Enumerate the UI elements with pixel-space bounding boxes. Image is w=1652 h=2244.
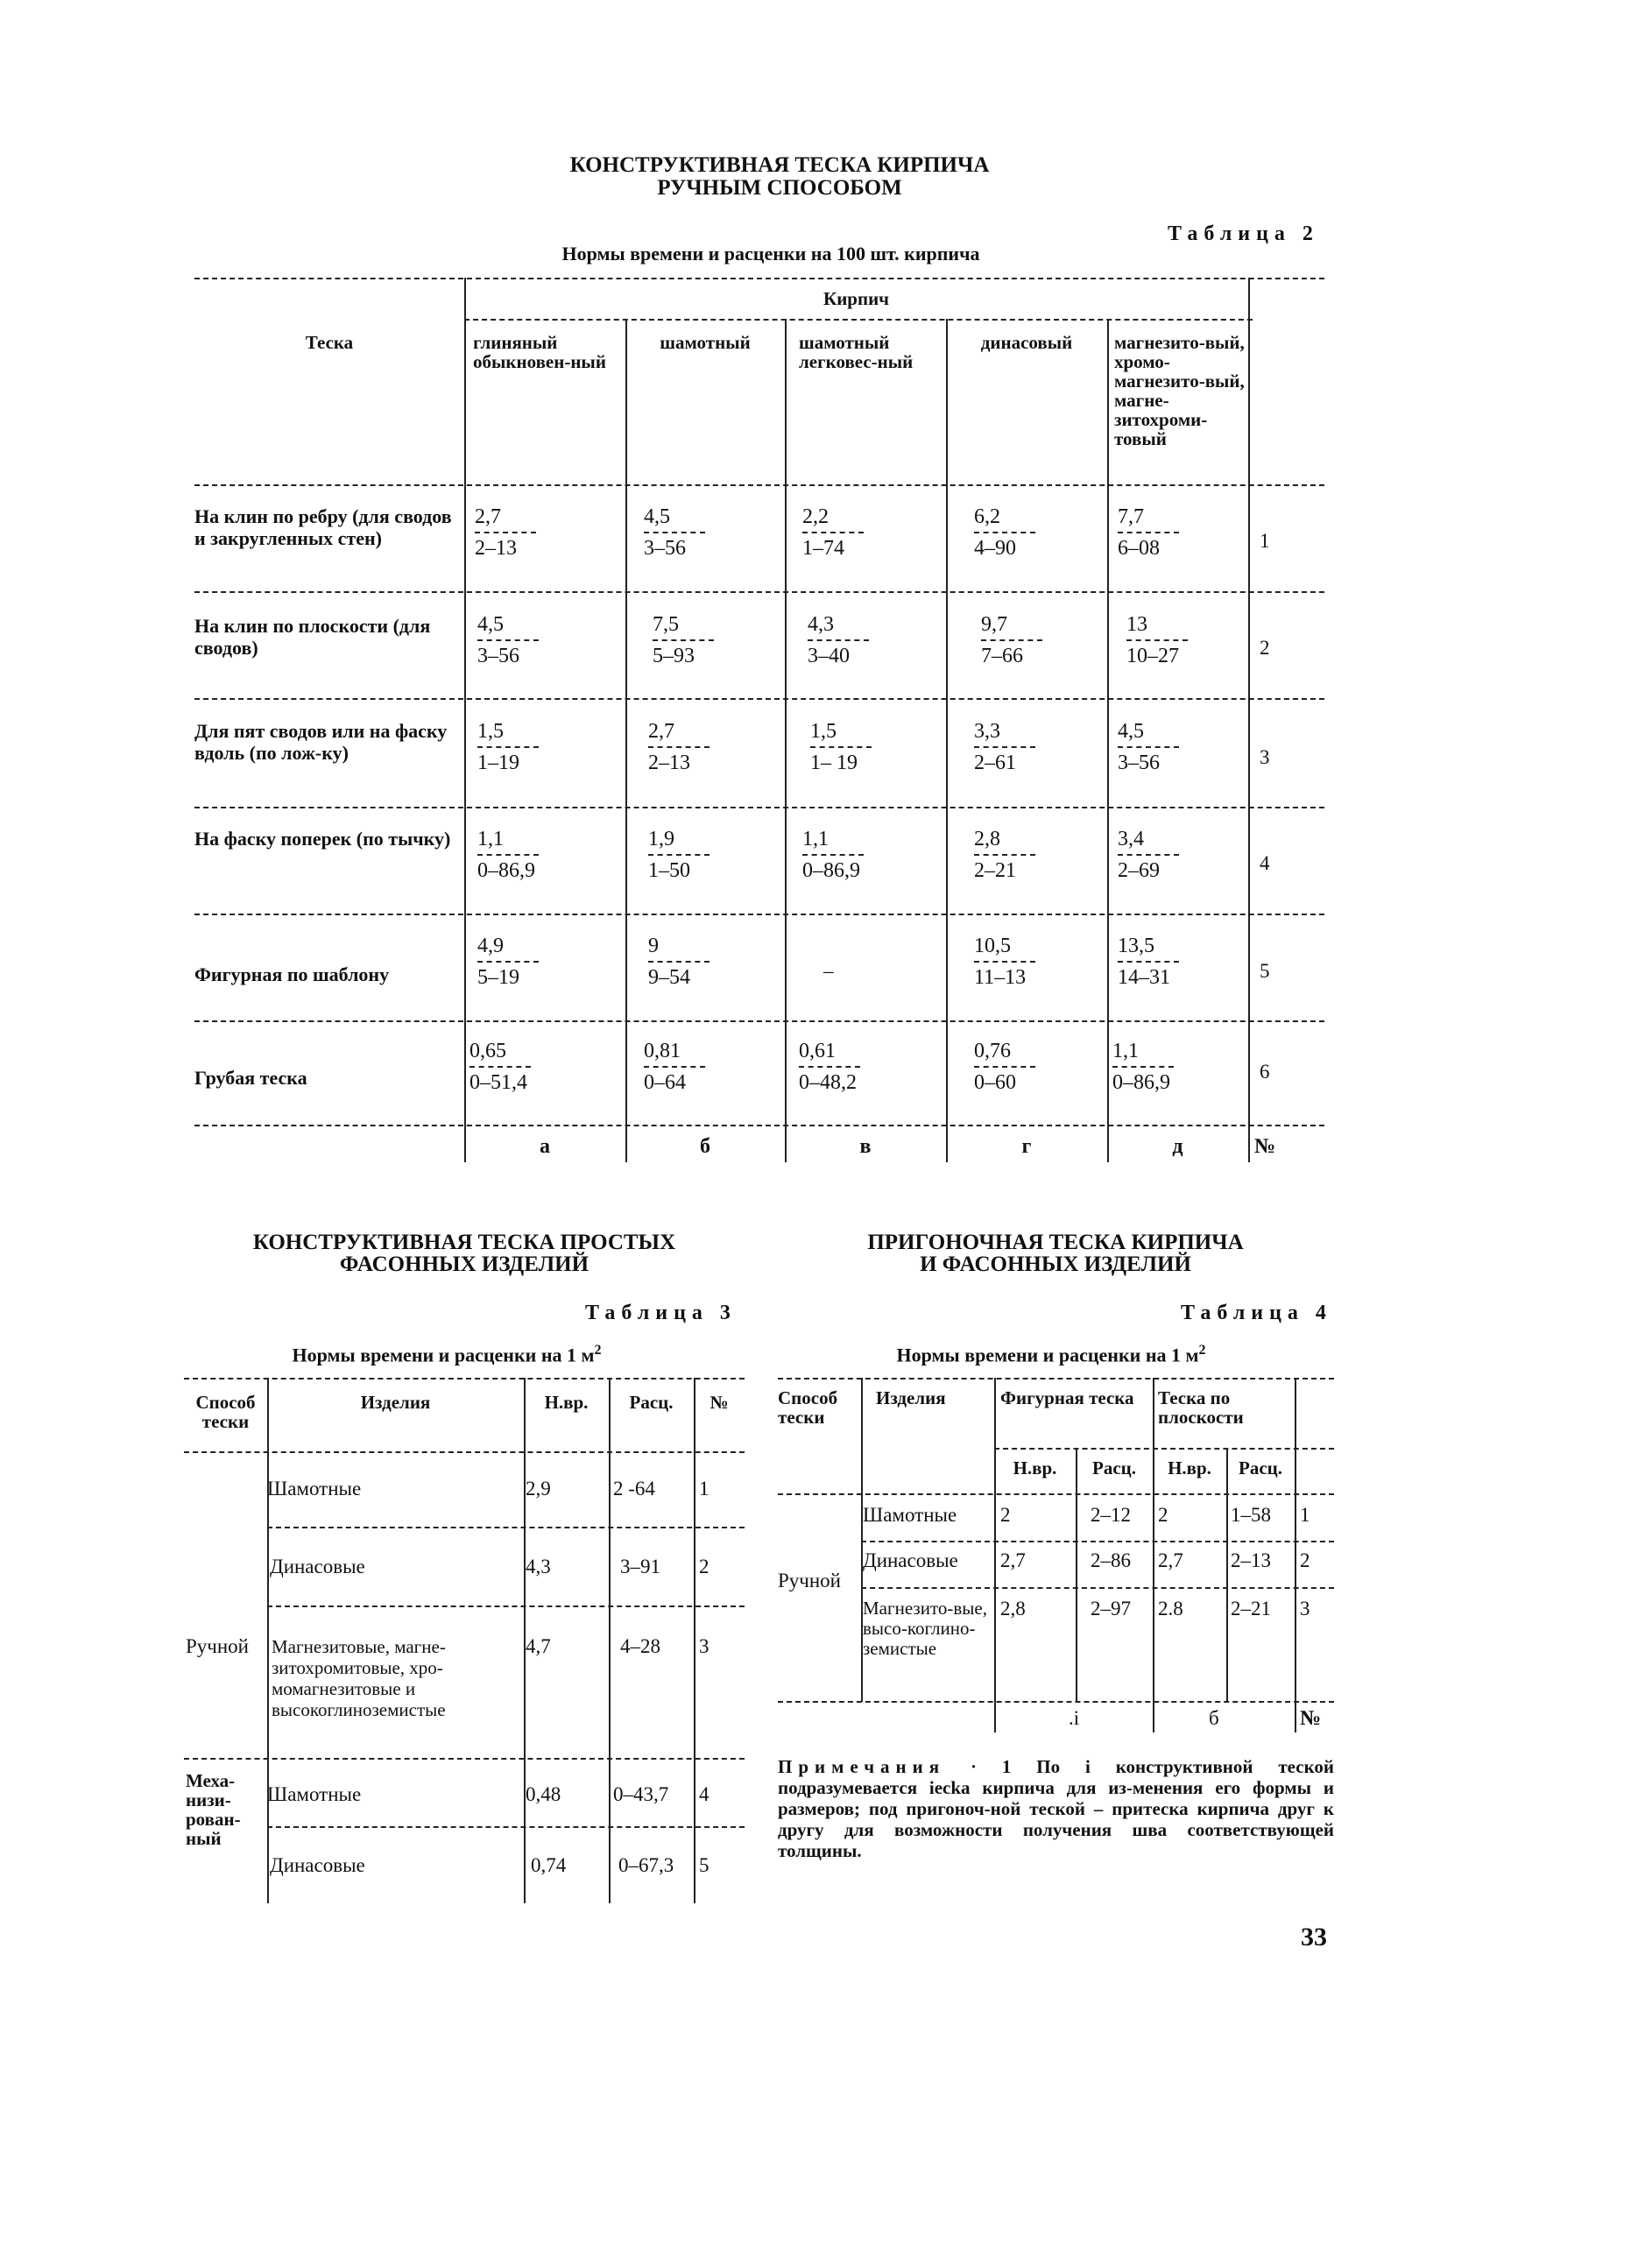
t2-cell: 1,5 1– 19 xyxy=(810,720,872,774)
t2-row-number: 6 xyxy=(1260,1061,1270,1083)
t2-row-number: 1 xyxy=(1260,530,1270,552)
t2-col-header: шамотный xyxy=(660,332,751,353)
t2-row-number: 2 xyxy=(1260,637,1270,659)
t4-header-plosk: Теска по плоскости xyxy=(1158,1387,1244,1428)
t3-header-number: № xyxy=(710,1392,729,1413)
t2-cell: 13,5 14–31 xyxy=(1118,935,1179,989)
t4-value: 2 xyxy=(1158,1504,1168,1526)
t3-nvr: 2,9 xyxy=(526,1478,551,1500)
t2-cell: 2,7 2–13 xyxy=(648,720,710,774)
t2-row-label: Для пят сводов или на фаску вдоль (по лож-ку) xyxy=(194,720,448,764)
t2-cell: 0,65 0–51,4 xyxy=(469,1040,531,1094)
t3-table-number: Таблица 3 xyxy=(585,1302,737,1324)
t3-item: Динасовые xyxy=(270,1556,365,1577)
t2-col-header: динасовый xyxy=(980,332,1073,353)
t3-item: Шамотные xyxy=(267,1783,362,1805)
t2-row-number: 3 xyxy=(1260,746,1270,768)
t2-header-teska: Теска xyxy=(305,332,354,353)
t4-header-izdeliya: Изделия xyxy=(876,1387,946,1408)
t2-col-header: шамотный легковес-ный xyxy=(799,332,914,372)
t2-header-kirpich: Кирпич xyxy=(822,288,890,309)
t2-col-header: магнезито-вый, хромо-магнезито-вый, магне-зитохроми-товый xyxy=(1114,332,1245,449)
note-label: Примечания xyxy=(778,1756,946,1777)
t3-number: 1 xyxy=(699,1478,710,1500)
t2-cell: 2,2 1–74 xyxy=(802,505,864,560)
t2-cell: 1,1 0–86,9 xyxy=(802,828,864,882)
note-text: · 1 Пo i конструктивной теской подразумевается iecka кирпича для из-менения его формы и размеров; под пригоноч-ной теской – притеска кирпича друг к другу для возможности получения шва соответствующей толщины. xyxy=(778,1756,1334,1861)
t3-rasc: 4–28 xyxy=(620,1635,660,1657)
t3-nvr: 0,74 xyxy=(531,1854,567,1876)
t4-value: 2,7 xyxy=(1000,1549,1026,1571)
t3-number: 2 xyxy=(699,1556,710,1577)
t3-nvr: 0,48 xyxy=(526,1783,561,1805)
t2-footer-letter: в xyxy=(859,1135,872,1158)
t4-header-nvr: Н.вр. xyxy=(1013,1457,1057,1478)
t4-value: 2–12 xyxy=(1091,1504,1131,1526)
t3-title-line2: ФАСОННЫХ ИЗДЕЛИЙ xyxy=(339,1253,589,1276)
t4-title-line1: ПРИГОНОЧНАЯ ТЕСКА КИРПИЧА xyxy=(867,1231,1244,1254)
t4-title-line2: И ФАСОННЫХ ИЗДЕЛИЙ xyxy=(920,1253,1191,1276)
t4-header-rasc: Расц. xyxy=(1239,1457,1282,1478)
page-number: 33 xyxy=(1301,1923,1327,1951)
t3-header-nvr: Н.вр. xyxy=(544,1392,589,1413)
t3-title-line1: КОНСТРУКТИВНАЯ ТЕСКА ПРОСТЫХ xyxy=(252,1231,676,1254)
t4-table-number: Таблица 4 xyxy=(1181,1302,1332,1324)
t3-number: 5 xyxy=(699,1854,710,1876)
t4-value: 2,8 xyxy=(1000,1598,1026,1619)
t4-value: 1–58 xyxy=(1231,1504,1271,1526)
t2-subtitle: Нормы времени и расценки на 100 шт. кирпича xyxy=(561,243,980,265)
t3-rasc: 2 -64 xyxy=(613,1478,655,1500)
t2-cell: 3,3 2–61 xyxy=(974,720,1035,774)
t4-number: 1 xyxy=(1300,1504,1310,1526)
t2-footer-number-sign: № xyxy=(1254,1135,1276,1158)
t2-cell: 10,5 11–13 xyxy=(974,935,1035,989)
note-paragraph xyxy=(778,1756,1334,1861)
t3-rasc: 0–67,3 xyxy=(618,1854,674,1876)
t2-row-number: 5 xyxy=(1260,960,1270,982)
t4-item: Шамотные xyxy=(863,1504,957,1526)
t2-footer-letter: а xyxy=(540,1135,550,1158)
t3-number: 4 xyxy=(699,1783,710,1805)
t2-cell: 9 9–54 xyxy=(648,935,710,989)
t2-cell: 1,9 1–50 xyxy=(648,828,710,882)
t4-value: 2–97 xyxy=(1091,1598,1131,1619)
t3-nvr: 4,7 xyxy=(526,1635,551,1657)
t4-item: Магнезито-вые, высо-коглино-земистые xyxy=(863,1598,987,1659)
t3-number: 3 xyxy=(699,1635,710,1657)
t2-col-header: глиняный обыкновен-ный xyxy=(473,332,606,372)
t2-cell: 4,5 3–56 xyxy=(644,505,705,560)
t2-title-line2: РУЧНЫМ СПОСОБОМ xyxy=(657,176,902,200)
t2-cell: 9,7 7–66 xyxy=(981,613,1042,667)
t2-row-number: 4 xyxy=(1260,852,1270,874)
t4-group-manual: Ручной xyxy=(778,1570,841,1591)
t3-group-manual: Ручной xyxy=(186,1635,249,1657)
t2-cell-empty: – xyxy=(823,960,834,982)
t2-cell: 4,9 5–19 xyxy=(477,935,539,989)
t2-cell: 4,5 3–56 xyxy=(1118,720,1179,774)
t4-number: 2 xyxy=(1300,1549,1310,1571)
t2-cell: 7,7 6–08 xyxy=(1118,505,1179,560)
t2-cell: 0,76 0–60 xyxy=(974,1040,1035,1094)
t2-cell: 13 10–27 xyxy=(1126,613,1188,667)
t3-header-rasc: Расц. xyxy=(629,1392,674,1413)
t2-cell: 7,5 5–93 xyxy=(653,613,714,667)
t3-group-mechanized: Меха-низи-рован-ный xyxy=(186,1770,241,1849)
t3-nvr: 4,3 xyxy=(526,1556,551,1577)
t2-cell: 4,5 3–56 xyxy=(477,613,539,667)
t2-cell: 0,61 0–48,2 xyxy=(799,1040,860,1094)
t4-value: 2–86 xyxy=(1091,1549,1131,1571)
t2-row-label: На фаску поперек (по тычку) xyxy=(194,828,451,850)
t2-cell: 1,1 0–86,9 xyxy=(477,828,539,882)
t2-cell: 4,3 3–40 xyxy=(808,613,869,667)
t2-row-label: На клин по плоскости (для сводов) xyxy=(194,615,431,659)
t4-header-rasc: Расц. xyxy=(1092,1457,1136,1478)
t2-row-label: Фигурная по шаблону xyxy=(194,963,390,985)
t2-cell: 0,81 0–64 xyxy=(644,1040,705,1094)
t4-footer-letter: б xyxy=(1209,1707,1219,1729)
t4-value: 2–13 xyxy=(1231,1549,1271,1571)
t2-cell: 2,7 2–13 xyxy=(475,505,536,560)
t2-cell: 1,1 0–86,9 xyxy=(1112,1040,1174,1094)
t4-item: Динасовые xyxy=(863,1549,958,1571)
t2-row-label: На клин по ребру (для сводов и закругленных стен) xyxy=(194,505,452,549)
t2-cell: 3,4 2–69 xyxy=(1118,828,1179,882)
t2-table-number: Таблица 2 xyxy=(1168,222,1319,245)
t4-header-nvr: Н.вр. xyxy=(1168,1457,1211,1478)
t4-footer-letter: .i xyxy=(1069,1707,1080,1729)
t3-rasc: 3–91 xyxy=(620,1556,660,1577)
t3-item: Динасовые xyxy=(270,1854,365,1876)
t3-header-sposob: Способ тески xyxy=(195,1392,256,1432)
t2-footer-letter: б xyxy=(700,1135,710,1158)
t4-number: 3 xyxy=(1300,1598,1310,1619)
t4-header-fig: Фигурная теска xyxy=(1000,1387,1134,1408)
t4-footer-number-sign: № xyxy=(1300,1707,1322,1730)
t4-value: 2–21 xyxy=(1231,1598,1271,1619)
t4-value: 2.8 xyxy=(1158,1598,1183,1619)
t3-header-izdeliya: Изделия xyxy=(360,1392,431,1413)
t4-header-sposob: Способ тески xyxy=(778,1387,838,1428)
t2-cell: 1,5 1–19 xyxy=(477,720,539,774)
t3-item: Шамотные xyxy=(267,1478,362,1500)
t3-subtitle: Нормы времени и расценки на 1 $м^2$ xyxy=(292,1343,602,1366)
t4-subtitle: Нормы времени и расценки на 1 $м^2$ xyxy=(896,1343,1206,1366)
t3-rasc: 0–43,7 xyxy=(613,1783,669,1805)
t2-cell: 6,2 4–90 xyxy=(974,505,1035,560)
t4-value: 2,7 xyxy=(1158,1549,1183,1571)
t2-footer-letter: г xyxy=(1021,1135,1032,1158)
t3-item: Магнезитовые, магне-зитохромитовые, хро-момагнезитовые и высокоглиноземистые xyxy=(272,1636,446,1720)
t2-cell: 2,8 2–21 xyxy=(974,828,1035,882)
t2-footer-letter: д xyxy=(1172,1135,1183,1158)
t2-title-line1: КОНСТРУКТИВНАЯ ТЕСКА КИРПИЧА xyxy=(569,153,990,177)
t4-value: 2 xyxy=(1000,1504,1011,1526)
t2-row-label: Грубая теска xyxy=(194,1067,307,1089)
